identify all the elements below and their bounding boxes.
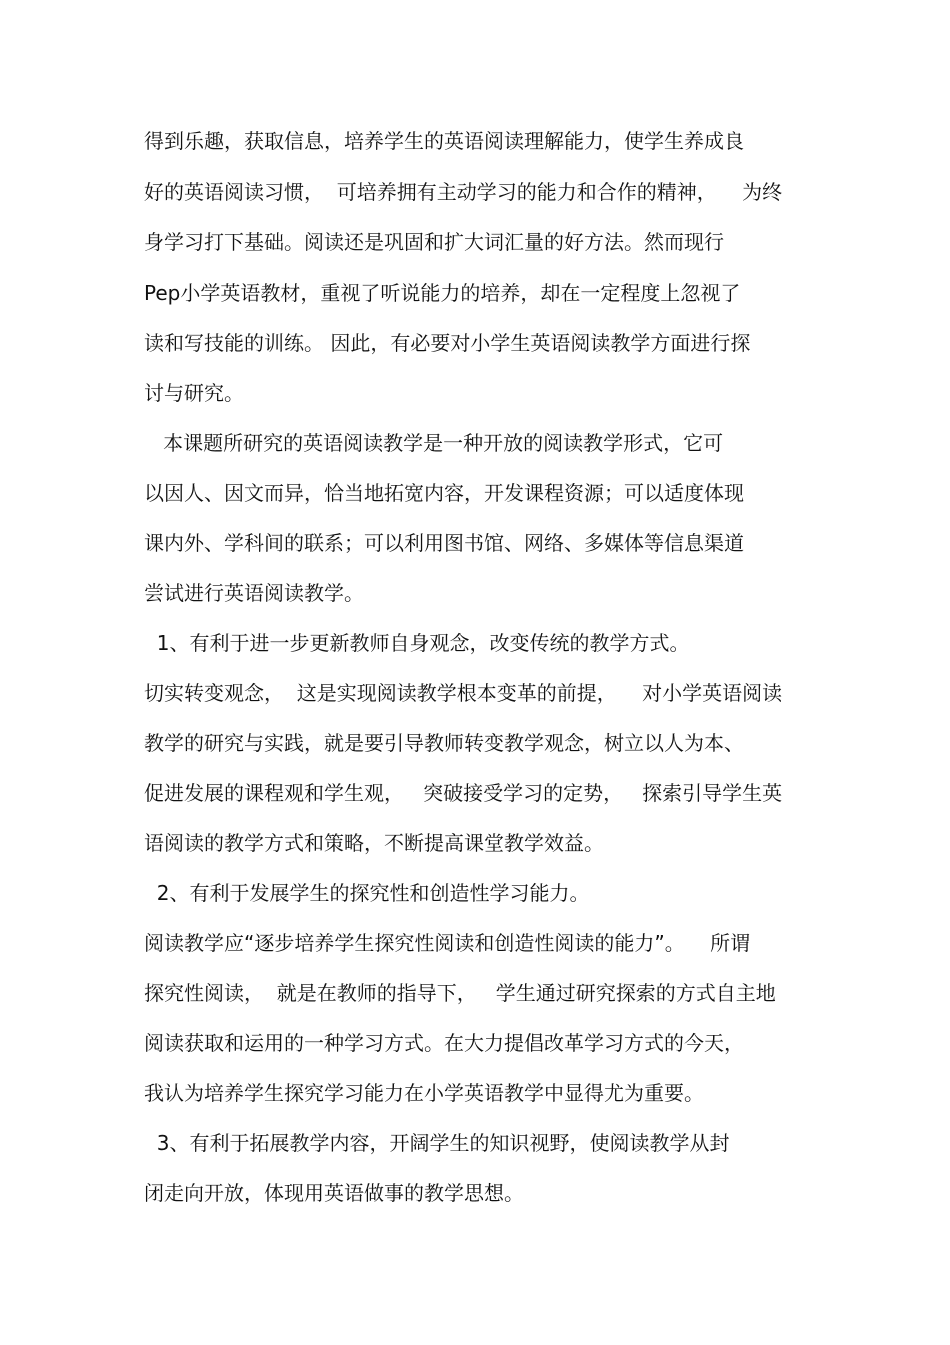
text-line-1: 得到乐趣，获取信息，培养学生的英语阅读理解能力，使学生养成良 (144, 129, 744, 153)
text-line-15: 语阅读的教学方式和策略，不断提高课堂教学效益。 (144, 831, 604, 855)
text-line-4: Pep小学英语教材，重视了听说能力的培养，却在一定程度上忽视了 (144, 281, 741, 305)
text-line-16: 2、有利于发展学生的探究性和创造性学习能力。 (144, 881, 590, 905)
text-line-14: 促进发展的课程观和学生观， 突破接受学习的定势， 探索引导学生英 (144, 781, 783, 805)
text-line-8: 以因人、因文而异，恰当地拓宽内容，开发课程资源；可以适度体现 (144, 481, 744, 505)
text-line-20: 我认为培养学生探究学习能力在小学英语教学中显得尤为重要。 (144, 1081, 704, 1105)
text-line-21: 3、有利于拓展教学内容，开阔学生的知识视野，使阅读教学从封 (144, 1131, 730, 1155)
text-line-18: 探究性阅读， 就是在教师的指导下， 学生通过研究探索的方式自主地 (144, 981, 776, 1005)
text-line-22: 闭走向开放，体现用英语做事的教学思想。 (144, 1181, 524, 1205)
text-line-5: 读和写技能的训练。 因此，有必要对小学生英语阅读教学方面进行探 (144, 331, 751, 355)
text-line-19: 阅读获取和运用的一种学习方式。在大力提倡改革学习方式的今天， (144, 1031, 744, 1055)
text-line-7: 本课题所研究的英语阅读教学是一种开放的阅读教学形式，它可 (144, 431, 724, 455)
text-line-12: 切实转变观念， 这是实现阅读教学根本变革的前提， 对小学英语阅读 (144, 681, 783, 705)
text-line-6: 讨与研究。 (144, 381, 244, 405)
text-line-13: 教学的研究与实践，就是要引导教师转变教学观念，树立以人为本、 (144, 731, 744, 755)
text-line-3: 身学习打下基础。阅读还是巩固和扩大词汇量的好方法。然而现行 (144, 230, 724, 254)
text-line-17: 阅读教学应“逐步培养学生探究性阅读和创造性阅读的能力”。 所谓 (144, 931, 751, 955)
text-line-10: 尝试进行英语阅读教学。 (144, 581, 364, 605)
text-line-9: 课内外、学科间的联系；可以利用图书馆、网络、多媒体等信息渠道 (144, 531, 744, 555)
text-line-2: 好的英语阅读习惯， 可培养拥有主动学习的能力和合作的精神， 为终 (144, 180, 783, 204)
text-line-11: 1、有利于进一步更新教师自身观念，改变传统的教学方式。 (144, 631, 690, 655)
